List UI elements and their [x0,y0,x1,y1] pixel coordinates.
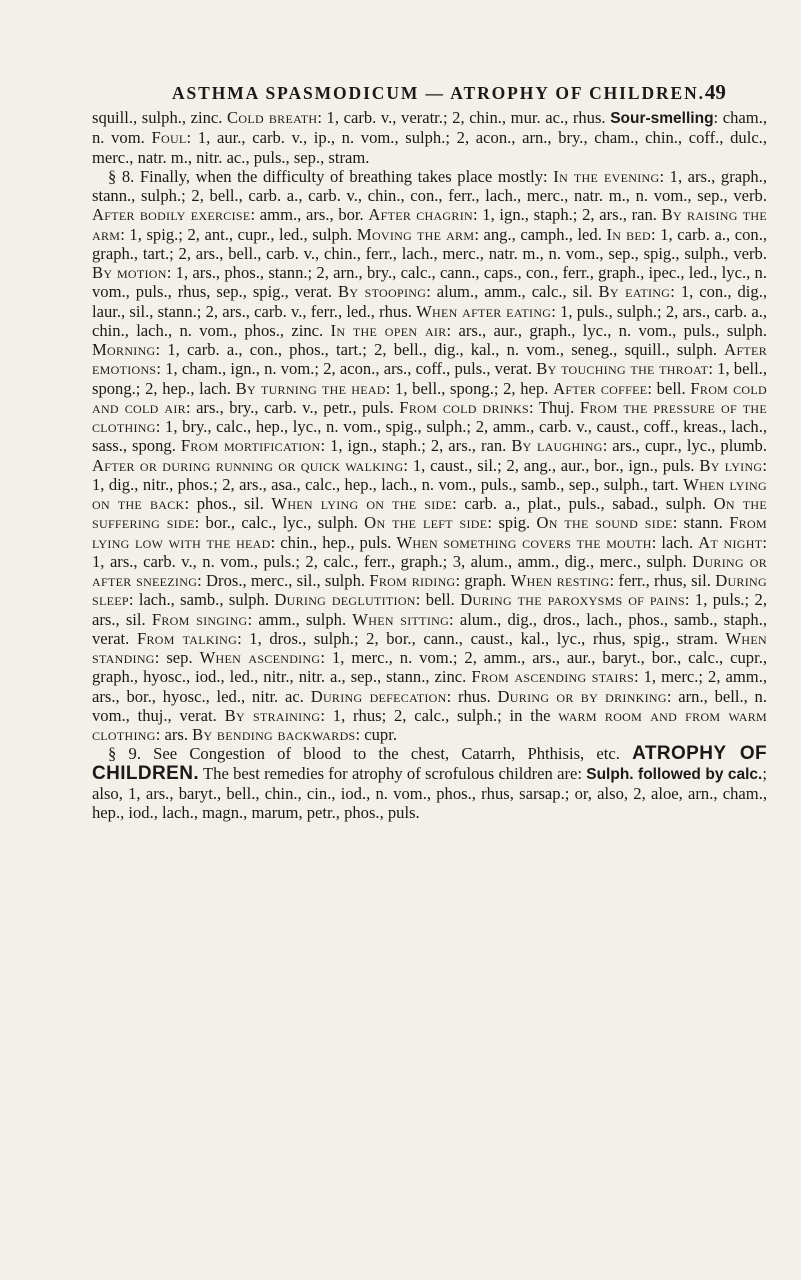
rubric: Foul [151,128,187,148]
section-title-atrophy: ATROPHY OF CHILDREN. [92,743,768,784]
rubric: When lying on the back [92,474,767,513]
rubric: When standing [92,628,767,667]
rubric-bold: Sour-smelling [610,110,714,127]
rubric: On the suffering side [92,494,767,533]
rubric: Cold breath [227,108,318,127]
rubric: At night [698,532,763,552]
rubric: After emotions [92,340,767,379]
rubric: On the left side [364,513,488,533]
rubric: During or by drinking [497,686,667,706]
rubric-bold: Sulph. followed by calc. [586,765,763,783]
rubric: When lying on the side [271,494,453,513]
rubric: During or after sneezing [92,551,768,590]
rubric: After coffee [553,378,648,398]
rubric: From lying low with the head [92,513,767,552]
rubric: After chagrin [368,205,473,225]
rubric: By raising the arm [92,205,767,244]
page-header [172,80,726,105]
rubric: By eating [598,282,671,302]
rubric: During deglutition [274,590,416,610]
rubric: From riding [369,571,456,590]
rubric: When something covers the mouth [396,532,652,552]
rubric: From singing [151,609,248,629]
rubric: By turning the head [235,378,386,398]
rubric: By laughing [511,436,603,456]
rubric: By lying [699,455,763,475]
rubric: On the sound side [536,513,673,533]
rubric: When ascending [199,648,321,667]
rubric: After bodily exercise [92,205,251,225]
rubric: From the pressure of the clothing [92,397,767,436]
rubric: In the evening [553,166,660,186]
rubric: warm room and from warm clothing [92,705,768,744]
rubric: Moving the arm [356,224,475,244]
rubric: By straining [224,705,321,725]
rubric: During defecation [310,686,447,706]
rubric: Morning [92,340,156,359]
paragraph-continuation: squill., sulph., zinc. Cold breath: 1, carb. v., veratr.; 2, chin., mur. ac., rhus. Sour-smelling: cham., n. vom. Foul: 1, aur., carb. v., ip., n. vom., sulph.; 2, acon., arn., bry., cham., chin., coff., dulc., merc., natr. m., nitr. ac., puls., sep., stram. [92,108,767,167]
rubric: When resting [510,571,610,590]
rubric: By bending backwards [192,725,356,744]
rubric: By motion [92,263,167,282]
rubric: When sitting [352,609,450,629]
rubric: In the open air [330,320,447,340]
paragraph-section-9: § 9. See Congestion of blood to the chest, Catarrh, Phthisis, etc. ATROPHY OF CHILDREN. The best remedies for atrophy of scrofulous children are: Sulph. followed by calc.; also, 1, ars., baryt., bell., chin., cin., iod., n. vom., phos., rhus, sarsap.; or, also, 2, aloe, arn., cham., hep., iod., lach., magn., marum, petr., phos., puls. [92,743,768,822]
rubric: From talking [136,628,238,648]
rubric: When after eating [416,301,552,321]
rubric: From cold drinks [399,397,530,417]
rubric: During sleep [92,571,767,610]
body-text [92,108,767,822]
rubric: From cold and cold air [92,378,767,417]
rubric: From ascending stairs [471,667,634,687]
rubric: After or during running or quick walking [92,455,404,475]
rubric: In bed [606,224,652,244]
rubric: During the paroxysms of pains [460,590,685,610]
rubric: By touching the throat [536,359,709,379]
running-title: ASTHMA SPASMODICUM — ATROPHY OF CHILDREN. [172,83,705,103]
rubric: By stooping [338,282,427,302]
page-number: 49 [704,80,726,104]
rubric: From mortification [180,436,321,456]
paragraph-section-8: § 8. Finally, when the difficulty of breathing takes place mostly: In the evening: 1, ars., graph., stann., sulph.; 2, bell., carb. a., carb. v., chin., con., ferr., lach., merc., natr. m., n. vom., sep., verb. After bodily exercise: amm., ars., bor. After chagrin: 1, ign., staph.; 2, ars., ran. By raising the arm: 1, spig.; 2, ant., cupr., led., sulph. Moving the arm: ang., camph., led. In bed: 1, carb. a., con., graph., tart.; 2, ars., bell., carb. v., chin., ferr., lach., merc., natr. m., n. vom., sep., spig., sulph., verb. By motion: 1, ars., phos., stann.; 2, arn., bry., calc., cann., caps., con., ferr., graph., ipec., led., lyc., n. vom., puls., rhus, sep., spig., verat. By stooping: alum., amm., calc., sil. By eating: 1, con., dig., laur., sil., stann.; 2, ars., carb. v., ferr., led., rhus. When after eating: 1, puls., sulph.; 2, ars., carb. a., chin., lach., n. vom., phos., zinc. In the open air: ars., aur., graph., lyc., n. vom., puls., sulph. Morning: 1, carb. a., con., phos., tart.; 2, bell., dig., kal., n. vom., seneg., squill., sulph. After emotions: 1, cham., ign., n. vom.; 2, acon., ars., coff., puls., verat. By touching the throat: 1, bell., spong.; 2, hep., lach. By turning the head: 1, bell., spong.; 2, hep. After coffee: bell. From cold and cold air: ars., bry., carb. v., petr., puls. From cold drinks: Thuj. From the pressure of the clothing: 1, bry., calc., hep., lyc., n. vom., spig., sulph.; 2, amm., carb. v., caust., coff., kreas., lach., sass., spong. From mortification: 1, ign., staph.; 2, ars., ran. By laughing: ars., cupr., lyc., plumb. After or during running or quick walking: 1, caust., sil.; 2, ang., aur., bor., ign., puls. By lying: 1, dig., nitr., phos.; 2, ars., asa., calc., hep., lach., n. vom., puls., samb., sep., sulph., tart. When lying on the back: phos., sil. When lying on the side: carb. a., plat., puls., sabad., sulph. On the suffering side: bor., calc., lyc., sulph. On the left side: spig. On the sound side: stann. From lying low with the head: chin., hep., puls. When something covers the mouth: lach. At night: 1, ars., carb. v., n. vom., puls.; 2, calc., ferr., graph.; 3, alum., amm., dig., merc., sulph. During or after sneezing: Dros., merc., sil., sulph. From riding: graph. When resting: ferr., rhus, sil. During sleep: lach., samb., sulph. During deglutition: bell. During the paroxysms of pains: 1, puls.; 2, ars., sil. From singing: amm., sulph. When sitting: alum., dig., dros., lach., phos., samb., staph., verat. From talking: 1, dros., sulph.; 2, bor., cann., caust., kal., lyc., rhus, spig., stram. When standing: sep. When ascending: 1, merc., n. vom.; 2, amm., ars., aur., baryt., bor., calc., cupr., graph., hyosc., iod., led., nitr., nitr. a., sep., stann., zinc. From ascending stairs: 1, merc.; 2, amm., ars., bor., hyosc., led., nitr. ac. During defecation: rhus. During or by drinking: arn., bell., n. vom., thuj., verat. By straining: 1, rhus; 2, calc., sulph.; in the warm room and from warm clothing: ars. By bending backwards: cupr. [92,166,768,744]
